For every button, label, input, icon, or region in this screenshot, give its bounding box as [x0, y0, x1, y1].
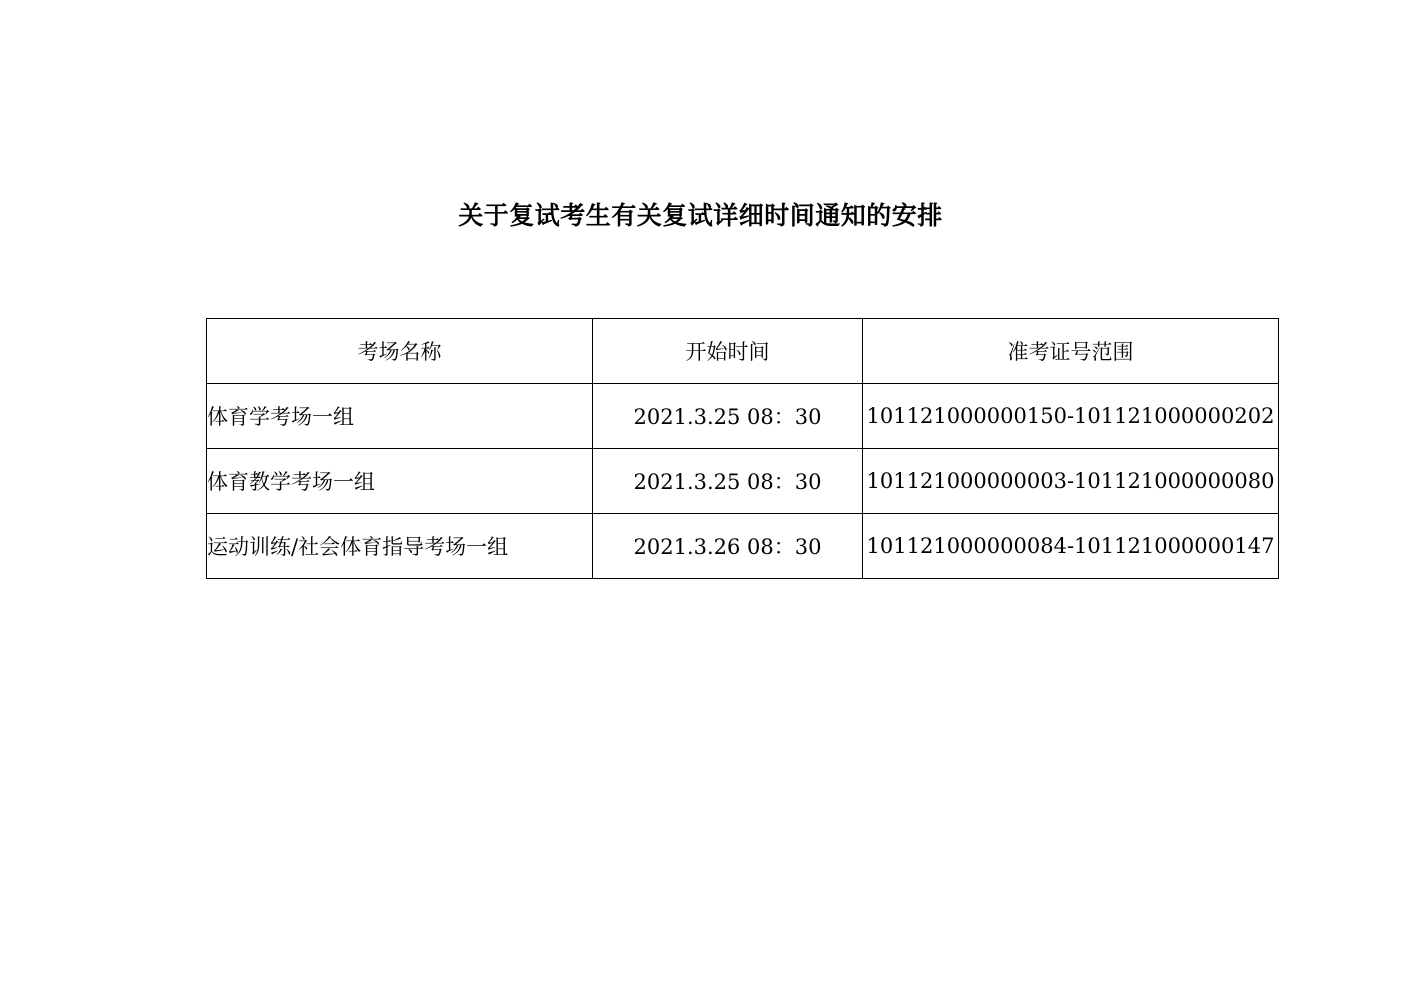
cell-start-time: 2021.3.25 08：30 — [593, 384, 863, 449]
cell-start-time: 2021.3.25 08：30 — [593, 449, 863, 514]
column-header-ticket-range — [863, 319, 1279, 384]
cell-ticket-range: 101121000000084-101121000000147 — [863, 514, 1279, 579]
column-header-start-time — [593, 319, 863, 384]
column-header-start-time-label: 开始时间 — [685, 340, 770, 364]
table-row — [207, 384, 1279, 449]
column-header-exam-room — [207, 319, 593, 384]
cell-exam-room: 体育学考场一组 — [207, 384, 593, 449]
cell-ticket-range: 101121000000003-101121000000080 — [863, 449, 1279, 514]
column-header-exam-room-label: 考场名称 — [357, 340, 442, 364]
cell-ticket-range: 101121000000150-101121000000202 — [863, 384, 1279, 449]
table-row — [207, 449, 1279, 514]
column-header-ticket-range-label: 准考证号范围 — [1007, 340, 1134, 364]
cell-exam-room: 体育教学考场一组 — [207, 449, 593, 514]
table-header-row — [207, 319, 1279, 384]
table-row — [207, 514, 1279, 579]
schedule-table-container — [206, 318, 1278, 579]
cell-exam-room: 运动训练/社会体育指导考场一组 — [207, 514, 593, 579]
cell-start-time: 2021.3.26 08：30 — [593, 514, 863, 579]
schedule-table — [206, 318, 1279, 579]
page-title: 关于复试考生有关复试详细时间通知的安排 — [458, 201, 943, 230]
